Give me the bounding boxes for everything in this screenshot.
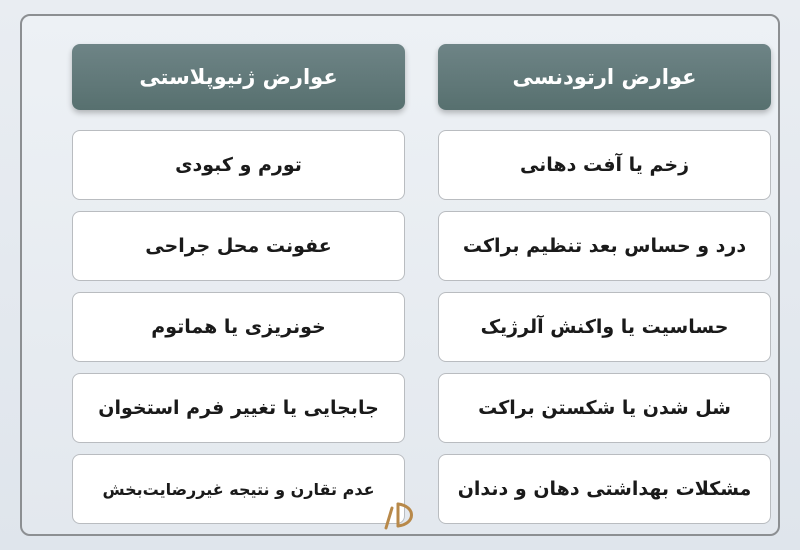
brand-logo-icon bbox=[376, 498, 424, 532]
genioplasty-item: تورم و کبودی bbox=[72, 130, 405, 200]
orthodontics-item: شل شدن یا شکستن براکت bbox=[438, 373, 771, 443]
orthodontics-item: حساسیت یا واکنش آلرژیک bbox=[438, 292, 771, 362]
genioplasty-item: جابجایی یا تغییر فرم استخوان bbox=[72, 373, 405, 443]
genioplasty-item: عدم تقارن و نتیجه غیررضایت‌بخش bbox=[72, 454, 405, 524]
genioplasty-header: عوارض ژنیوپلاستی bbox=[72, 44, 405, 110]
genioplasty-item: عفونت محل جراحی bbox=[72, 211, 405, 281]
genioplasty-list bbox=[72, 130, 405, 535]
genioplasty-item: خونریزی یا هماتوم bbox=[72, 292, 405, 362]
genioplasty-column bbox=[72, 44, 405, 535]
orthodontics-list bbox=[438, 130, 771, 535]
orthodontics-item: مشکلات بهداشتی دهان و دندان bbox=[438, 454, 771, 524]
orthodontics-item: زخم یا آفت دهانی bbox=[438, 130, 771, 200]
orthodontics-item: درد و حساس بعد تنظیم براکت bbox=[438, 211, 771, 281]
orthodontics-column bbox=[438, 44, 771, 535]
orthodontics-header: عوارض ارتودنسی bbox=[438, 44, 771, 110]
content-frame bbox=[20, 14, 780, 536]
